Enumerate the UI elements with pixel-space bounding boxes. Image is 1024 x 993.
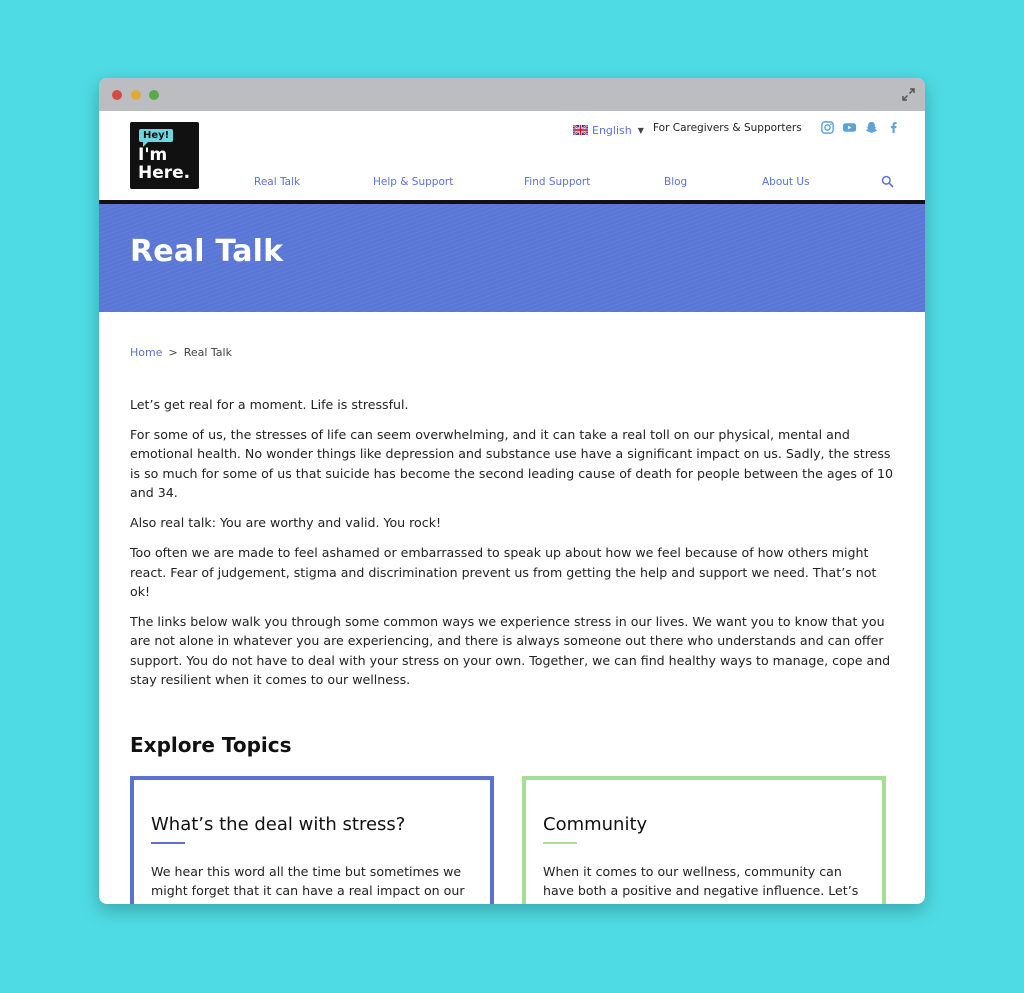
minimize-window-button[interactable] bbox=[131, 90, 141, 100]
explore-topics-heading: Explore Topics bbox=[130, 733, 292, 757]
intro-paragraph: Too often we are made to feel ashamed or embarrassed to speak up about how we feel because of how others might react. Fear of judgement, stigma and discrimination prevent us from getting the help and support we need. That’s not ok! bbox=[130, 545, 877, 600]
language-label: English bbox=[592, 123, 632, 137]
nav-item-real-talk[interactable]: Real Talk bbox=[254, 176, 301, 188]
topic-card-text: When it comes to our wellness, community can have both a positive and negative influence. Let’s bbox=[543, 864, 859, 899]
language-selector[interactable] bbox=[573, 122, 644, 138]
intro-paragraph: Also real talk: You are worthy and valid. You rock! bbox=[130, 515, 442, 531]
social-links bbox=[820, 120, 901, 135]
page-hero bbox=[99, 204, 925, 312]
intro-paragraph: For some of us, the stresses of life can seem overwhelming, and it can take a real toll on our physical, mental and emotional health. No wonder things like depression and substance use have a significant impact on us. Sadly, the stress is so much for some of us that suicide has become the second leading cause of death for people between the ages of 10 and 34. bbox=[130, 427, 894, 501]
zoom-window-button[interactable] bbox=[149, 90, 159, 100]
nav-item-about-us[interactable]: About Us bbox=[762, 176, 810, 188]
browser-window bbox=[99, 78, 925, 904]
nav-item-help-support[interactable]: Help & Support bbox=[373, 176, 454, 188]
logo-wordmark: I'm Here. bbox=[138, 145, 191, 183]
breadcrumb-current: Real Talk bbox=[183, 346, 232, 359]
topic-card-title: What’s the deal with stress? bbox=[151, 814, 406, 835]
topic-card-text: We hear this word all the time but sometimes we might forget that it can have a real impact on our bbox=[151, 864, 465, 899]
page-title: Real Talk bbox=[130, 234, 284, 269]
title-underline bbox=[151, 842, 185, 844]
logo-hey-bubble: Hey! bbox=[139, 129, 173, 142]
breadcrumb bbox=[130, 346, 232, 359]
search-icon[interactable] bbox=[881, 175, 894, 188]
topic-card-title: Community bbox=[543, 814, 648, 835]
breadcrumb-home-link[interactable]: Home bbox=[130, 346, 163, 359]
title-underline bbox=[543, 842, 577, 844]
snapchat-icon[interactable] bbox=[864, 120, 879, 135]
intro-paragraph: Let’s get real for a moment. Life is stressful. bbox=[130, 397, 409, 412]
facebook-icon[interactable] bbox=[886, 120, 901, 135]
topic-card-community[interactable] bbox=[522, 776, 886, 904]
chevron-down-icon: ▼ bbox=[637, 125, 644, 135]
uk-flag-icon bbox=[573, 125, 588, 135]
youtube-icon[interactable] bbox=[842, 120, 857, 135]
expand-icon[interactable] bbox=[902, 88, 915, 101]
window-titlebar bbox=[99, 78, 925, 111]
instagram-icon[interactable] bbox=[820, 120, 835, 135]
topic-card-stress[interactable] bbox=[130, 776, 494, 904]
nav-item-blog[interactable]: Blog bbox=[664, 176, 688, 188]
breadcrumb-separator: > bbox=[168, 346, 178, 359]
nav-item-find-support[interactable]: Find Support bbox=[524, 176, 591, 188]
intro-text bbox=[130, 395, 894, 700]
close-window-button[interactable] bbox=[112, 90, 122, 100]
caregivers-link[interactable]: For Caregivers & Supporters bbox=[653, 122, 802, 134]
main-nav bbox=[99, 176, 925, 190]
site-header bbox=[99, 111, 925, 204]
intro-paragraph: The links below walk you through some common ways we experience stress in our lives. We want you to know that you are not alone in whatever you are experiencing, and there is always someone out there who understands and can offer support. You do not have to deal with your stress on your own. Together, we can find healthy ways to manage, cope and stay resilient when it comes to our wellness. bbox=[130, 614, 891, 688]
